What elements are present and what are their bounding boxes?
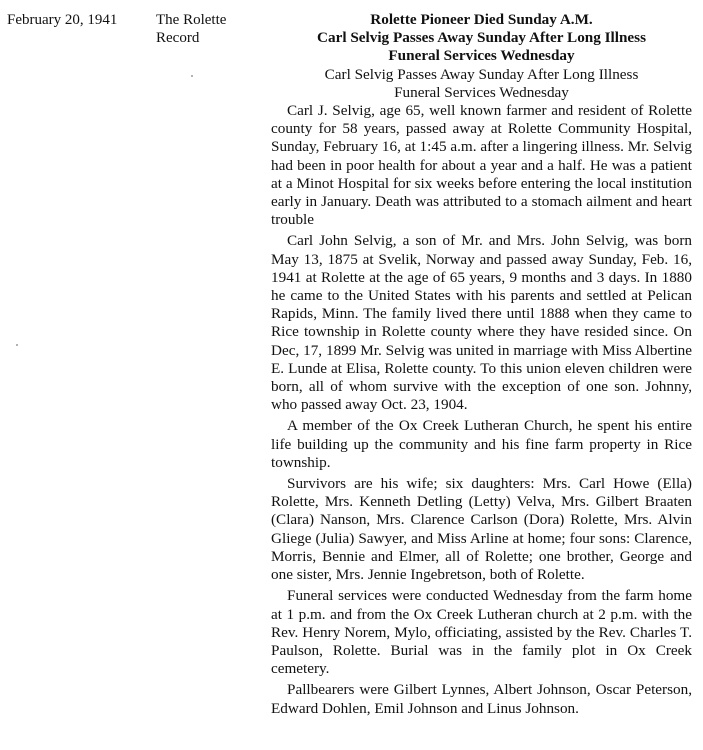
scan-speck: [191, 75, 193, 77]
publication-date: February 20, 1941: [7, 12, 118, 28]
obituary-article: [271, 11, 692, 721]
paragraph-funeral: Funeral services were conducted Wednesday from the farm home at 1 p.m. and from the Ox Creek Lutheran church at 2 p.m. with the Rev. Henry Norem, Mylo, officiating, assisted by the Rev. Charles T. Paulson, Rolette. Burial was in the family plot in Ox Creek cemetery.: [271, 587, 692, 678]
paragraph-church: A member of the Ox Creek Lutheran Church, he spent his entire life building up the community and his fine farm property in Rice township.: [271, 417, 692, 471]
paragraph-survivors: Survivors are his wife; six daughters: Mrs. Carl Howe (Ella) Rolette, Mrs. Kenneth Detling (Letty) Velva, Mrs. Gilbert Braaten (Clara) Nanson, Mrs. Clarence Carlson (Dora) Rolette, Mrs. Alvin Gliege (Julia) Sawyer, and Miss Arline at home; four sons: Clarence, Morris, Bennie and Elmer, all of Rolette; one brother, George and one sister, Mrs. Jennie Ingebretson, both of Rolette.: [271, 475, 692, 584]
subhead-2: Funeral Services Wednesday: [394, 83, 569, 101]
paragraph-pallbearers: Pallbearers were Gilbert Lynnes, Albert Johnson, Oscar Peterson, Edward Dohlen, Emil Johnson and Linus Johnson.: [271, 681, 692, 717]
headline-main: Rolette Pioneer Died Sunday A.M.: [370, 11, 593, 28]
paragraph-death-notice: Carl J. Selvig, age 65, well known farmer and resident of Rolette county for 58 years, passed away at Rolette Community Hospital, Sunday, February 16, at 1:45 a.m. after a lingering illness. Mr. Selvig had been in poor health for about a year and a half. He was a patient at a Minot Hospital for six weeks before entering the local institution early in January. Death was attributed to a stomach ailment and heart trouble: [271, 102, 692, 229]
headline-secondary: Carl Selvig Passes Away Sunday After Long Illness: [317, 29, 646, 47]
scan-speck: [16, 344, 18, 346]
headline-tertiary: Funeral Services Wednesday: [388, 47, 575, 65]
paragraph-biography: Carl John Selvig, a son of Mr. and Mrs. John Selvig, was born May 13, 1875 at Svelik, Norway and passed away Sunday, Feb. 16, 1941 at Rolette at the age of 65 years, 9 months and 3 days. In 1880 he came to the United States with his parents and settled at Pelican Rapids, Minn. The family lived there until 1888 when they came to Rice township in Rolette county where they have resided since. On Dec, 17, 1899 Mr. Selvig was united in marriage with Miss Albertine E. Lunde at Elisa, Rolette county. To this union eleven children were born, all of whom survive with the exception of one son. Johnny, who passed away Oct. 23, 1904.: [271, 232, 692, 414]
newspaper-name: [156, 11, 256, 47]
newspaper-name-line-1: The Rolette: [156, 12, 227, 28]
newspaper-name-line-2: Record: [156, 30, 200, 46]
subhead-1: Carl Selvig Passes Away Sunday After Long Illness: [324, 65, 639, 83]
